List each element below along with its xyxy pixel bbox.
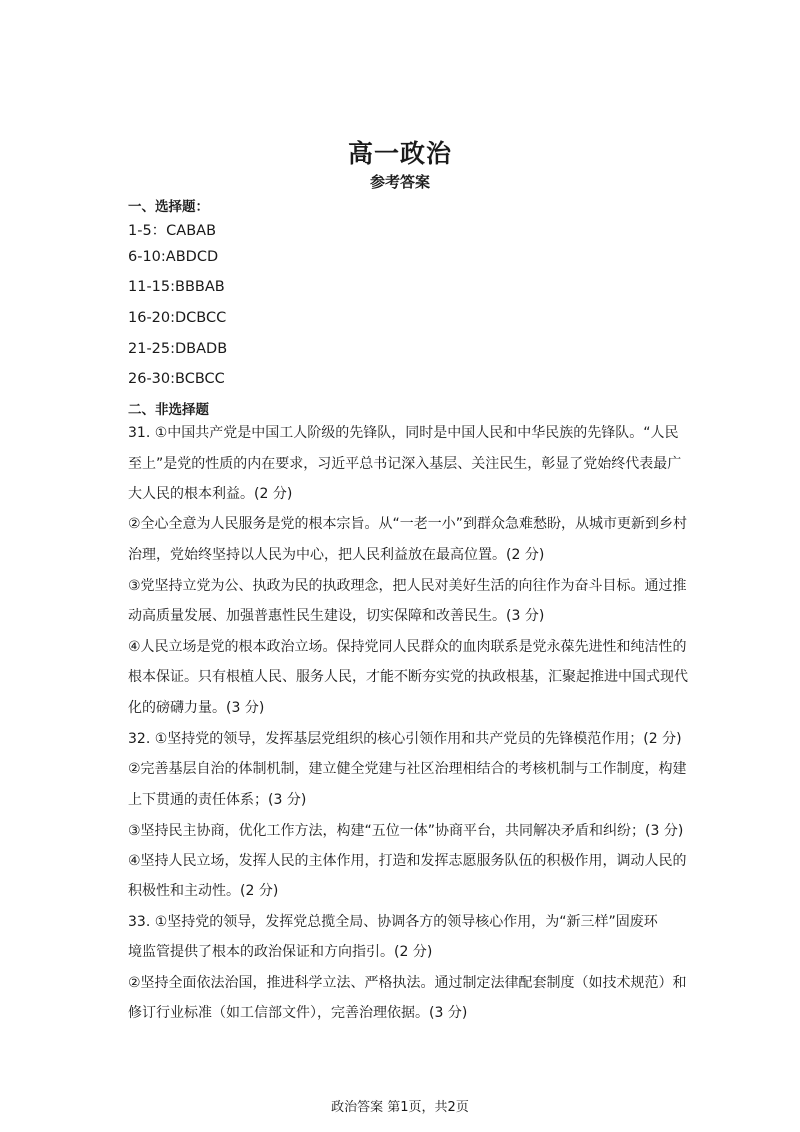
text-line: 至上”是党的性质的内在要求，习近平总书记深入基层、关注民生，彰显了党始终代表最广 <box>128 456 682 472</box>
text-line: 31. ①中国共产党是中国工人阶级的先锋队，同时是中国人民和中华民族的先锋队。“人民 <box>128 425 679 441</box>
text-line: 化的磅礴力量。(3 分) <box>128 700 265 716</box>
text-line: 修订行业标准（如工信部文件），完善治理依据。(3 分) <box>128 1005 468 1021</box>
text-line: ②坚持全面依法治国，推进科学立法、严格执法。通过制定法律配套制度（如技术规范）和 <box>128 975 687 991</box>
answer-line: 26-30:BCBCC <box>128 371 225 387</box>
text-line: 境监管提供了根本的政治保证和方向指引。(2 分) <box>128 944 433 960</box>
text-line: ②全心全意为人民服务是党的根本宗旨。从“一老一小”到群众急难愁盼，从城市更新到乡村 <box>128 516 688 532</box>
answer-line: 11-15:BBBAB <box>128 279 225 295</box>
text-line: 治理，党始终坚持以人民为中心，把人民利益放在最高位置。(2 分) <box>128 547 545 563</box>
text-line: 根本保证。只有根植人民、服务人民，才能不断夯实党的执政根基，汇聚起推进中国式现代 <box>128 669 688 685</box>
text-line: 32. ①坚持党的领导，发挥基层党组织的核心引领作用和共产党员的先锋模范作用；(2 分) <box>128 731 682 747</box>
text-line: ④人民立场是党的根本政治立场。保持党同人民群众的血肉联系是党永葆先进性和纯洁性的 <box>128 639 687 655</box>
text-line: 上下贯通的责任体系；(3 分) <box>128 792 307 808</box>
text-line: 积极性和主动性。(2 分) <box>128 883 279 899</box>
answer-line: 1-5：CABAB <box>128 223 217 239</box>
text-line: ③坚持民主协商，优化工作方法，构建“五位一体”协商平台，共同解决矛盾和纠纷；(3 分) <box>128 823 684 839</box>
page-subtitle: 参考答案 <box>369 173 430 191</box>
answer-line: 21-25:DBADB <box>128 341 228 357</box>
text-line: ④坚持人民立场，发挥人民的主体作用，打造和发挥志愿服务队伍的积极作用，调动人民的 <box>128 853 687 869</box>
answer-line: 16-20:DCBCC <box>128 310 227 326</box>
text-line: ②完善基层自治的体制机制，建立健全党建与社区治理相结合的考核机制与工作制度，构建 <box>128 761 687 777</box>
answer-line: 6-10:ABDCD <box>128 249 219 265</box>
text-line: 33. ①坚持党的领导，发挥党总揽全局、协调各方的领导核心作用，为“新三样”固废环 <box>128 914 658 930</box>
section-heading-nonchoice: 二、非选择题 <box>128 402 209 418</box>
page-title: 高一政治 <box>347 139 452 168</box>
page-footer: 政治答案 第1页，共2页 <box>331 1100 469 1115</box>
section-heading-choice: 一、选择题： <box>128 199 209 215</box>
text-line: ③党坚持立党为公、执政为民的执政理念，把人民对美好生活的向往作为奋斗目标。通过推 <box>128 578 687 594</box>
text-line: 动高质量发展、加强普惠性民生建设，切实保障和改善民生。(3 分) <box>128 608 545 624</box>
text-line: 大人民的根本利益。(2 分) <box>128 486 293 502</box>
